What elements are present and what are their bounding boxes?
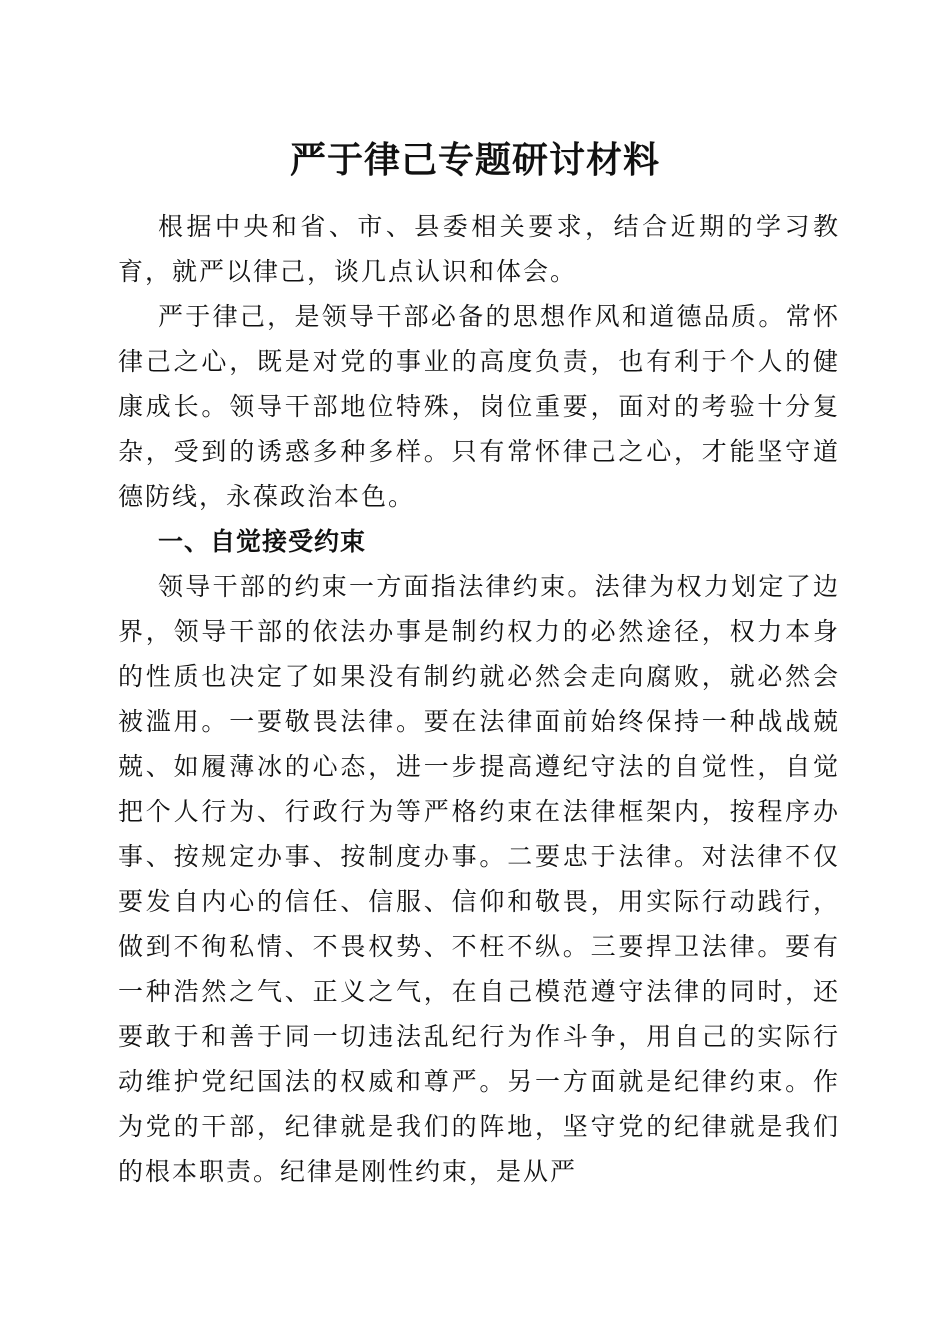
section-1-paragraph: 领导干部的约束一方面指法律约束。法律为权力划定了边界，领导干部的依法办事是制约权力的必然途径，权力本身的性质也决定了如果没有制约就必然会走向腐败，就必然会被滥用。一要敬畏法律。要在法律面前始终保持一种战战兢兢、如履薄冰的心态，进一步提高遵纪守法的自觉性，自觉把个人行为、行政行为等严格约束在法律框架内，按程序办事、按规定办事、按制度办事。二要忠于法律。对法律不仅要发自内心的信任、信服、信仰和敬畏，用实际行动践行，做到不徇私情、不畏权势、不枉不纵。三要捍卫法律。要有一种浩然之气、正义之气，在自己模范遵守法律的同时，还要敢于和善于同一切违法乱纪行为作斗争，用自己的实际行动维护党纪国法的权威和尊严。另一方面就是纪律约束。作为党的干部，纪律就是我们的阵地，坚守党的纪律就是我们的根本职责。纪律是刚性约束，是从严 (118, 572, 840, 1186)
intro-paragraph: 根据中央和省、市、县委相关要求，结合近期的学习教育，就严以律己，谈几点认识和体会。 (118, 212, 840, 286)
overview-paragraph: 严于律己，是领导干部必备的思想作风和道德品质。常怀律己之心，既是对党的事业的高度负责，也有利于个人的健康成长。领导干部地位特殊，岗位重要，面对的考验十分复杂，受到的诱惑多种多样。只有常怀律己之心，才能坚守道德防线，永葆政治本色。 (118, 302, 840, 511)
document-title: 严于律己专题研讨材料 (289, 139, 660, 181)
section-heading-1: 一、自觉接受约束 (158, 527, 367, 556)
document-body (118, 204, 840, 1194)
